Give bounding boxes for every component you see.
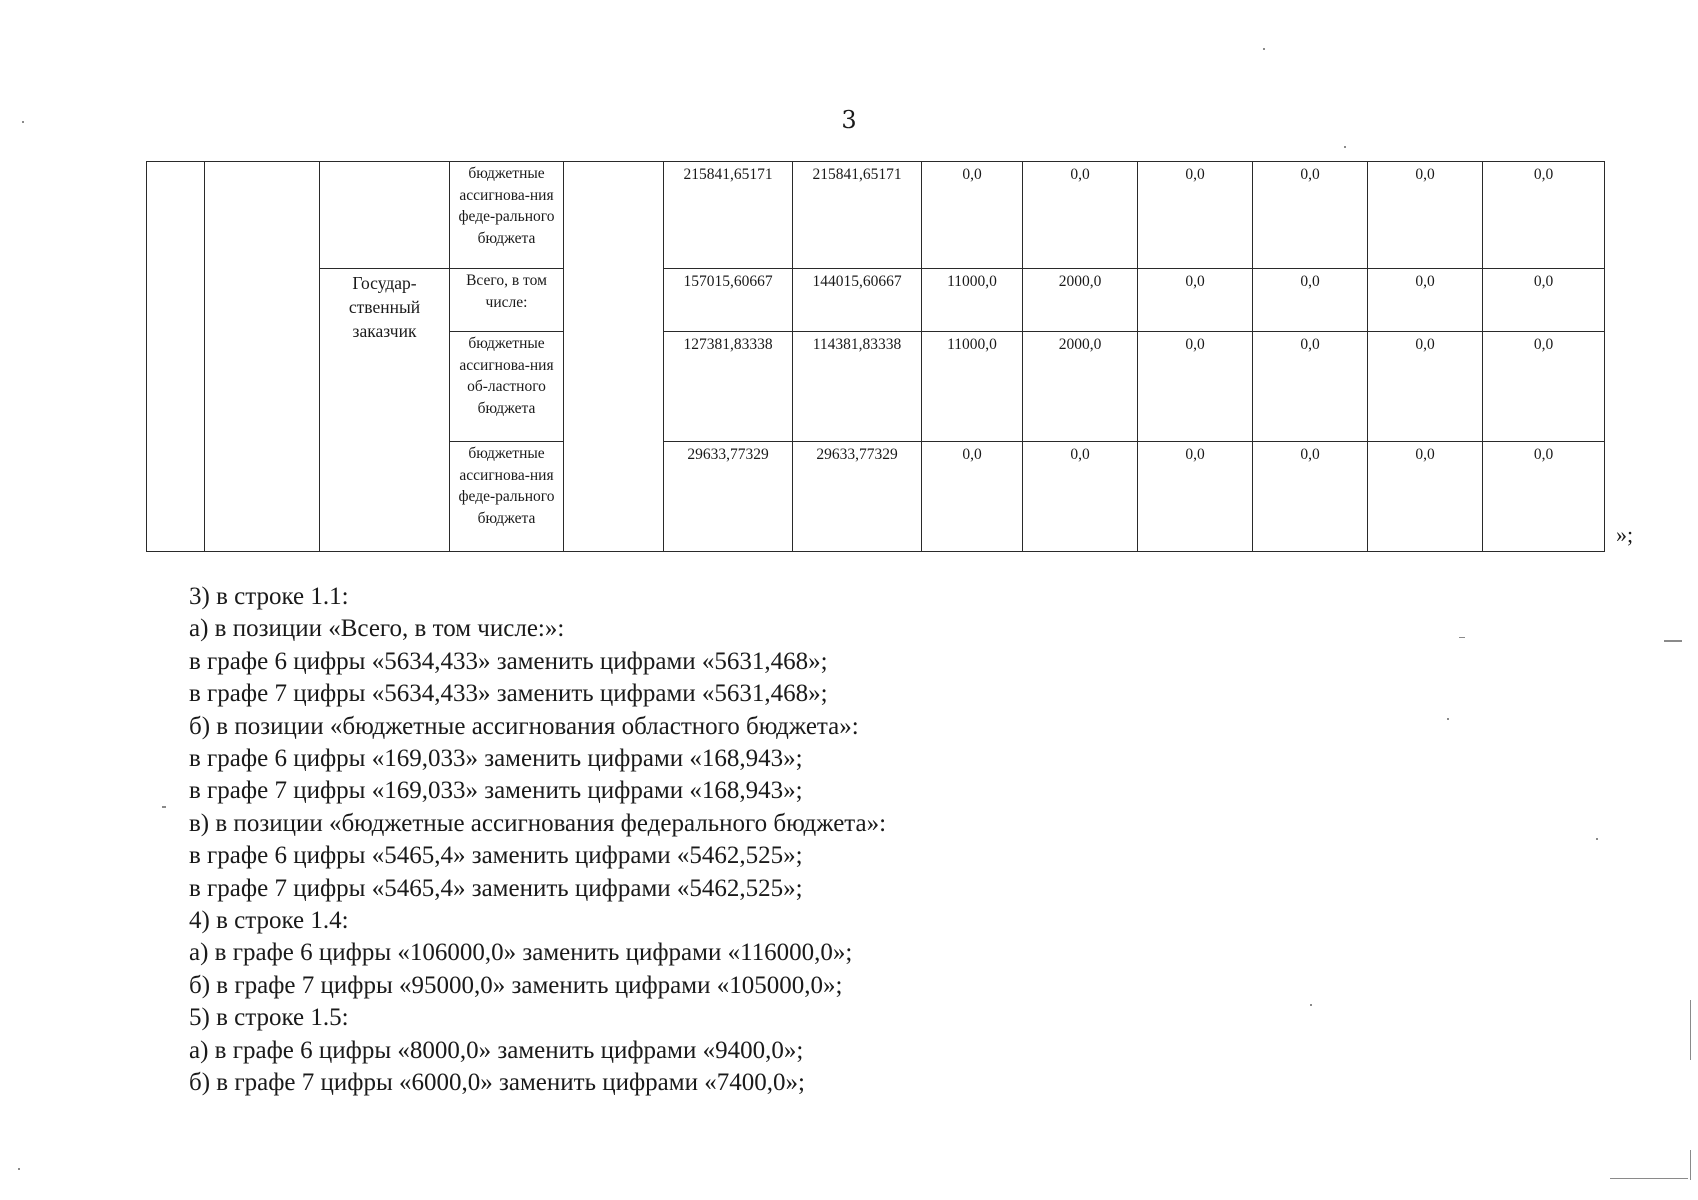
category-cell: Всего, в том числе: <box>450 269 564 332</box>
category-cell: бюджетные ассигнова-ния феде-рального бюджета <box>450 442 564 552</box>
value-cell: 11000,0 <box>922 269 1023 332</box>
scan-speck <box>162 806 166 808</box>
customer-cell: Государ-ственный заказчик <box>320 269 450 552</box>
closing-quote: »; <box>1616 522 1634 547</box>
value-cell: 0,0 <box>1368 332 1483 442</box>
value-cell: 2000,0 <box>1023 332 1138 442</box>
value-cell: 0,0 <box>1368 442 1483 552</box>
scan-speck <box>1664 640 1682 642</box>
value-cell: 0,0 <box>1483 162 1605 269</box>
amendment-line: а) в графе 6 цифры «106000,0» заменить цифрами «116000,0»; <box>189 939 853 967</box>
category-cell: бюджетные ассигнова-ния об-ластного бюджета <box>450 332 564 442</box>
page-number: 3 <box>841 106 857 134</box>
value-cell: 11000,0 <box>922 332 1023 442</box>
value-cell: 0,0 <box>922 442 1023 552</box>
amendment-line: в) в позиции «бюджетные ассигнования федерального бюджета»: <box>189 809 887 837</box>
table-cell <box>205 162 320 552</box>
amendment-line: б) в графе 7 цифры «6000,0» заменить цифрами «7400,0»; <box>189 1069 805 1097</box>
scan-speck <box>1610 1178 1688 1179</box>
scan-speck <box>1690 1150 1691 1180</box>
scan-speck <box>1690 1000 1691 1060</box>
value-cell: 0,0 <box>1138 332 1253 442</box>
amendment-line: в графе 6 цифры «5634,433» заменить цифрами «5631,468»; <box>189 647 828 675</box>
amendment-line: а) в позиции «Всего, в том числе:»: <box>189 615 565 643</box>
value-cell: 0,0 <box>1138 442 1253 552</box>
table-cell <box>320 162 450 269</box>
amendment-line: в графе 7 цифры «169,033» заменить цифрами «168,943»; <box>189 777 803 805</box>
table-cell <box>147 162 205 552</box>
value-cell: 0,0 <box>1253 269 1368 332</box>
value-cell: 114381,83338 <box>793 332 922 442</box>
value-cell: 127381,83338 <box>664 332 793 442</box>
value-cell: 0,0 <box>1368 269 1483 332</box>
value-cell: 0,0 <box>1253 162 1368 269</box>
value-cell: 0,0 <box>1483 442 1605 552</box>
scan-speck <box>18 1168 20 1170</box>
amendment-line: в графе 7 цифры «5634,433» заменить цифрами «5631,468»; <box>189 680 828 708</box>
table-cell <box>564 162 664 552</box>
scan-speck <box>1596 838 1598 840</box>
scan-speck <box>1344 146 1346 148</box>
amendment-line: в графе 7 цифры «5465,4» заменить цифрами «5462,525»; <box>189 874 803 902</box>
amendment-line: 3) в строке 1.1: <box>189 583 349 610</box>
value-cell: 2000,0 <box>1023 269 1138 332</box>
scan-speck <box>1459 637 1465 638</box>
value-cell: 29633,77329 <box>664 442 793 552</box>
value-cell: 215841,65171 <box>793 162 922 269</box>
scan-speck <box>22 121 24 123</box>
amendment-line: б) в графе 7 цифры «95000,0» заменить цифрами «105000,0»; <box>189 971 843 999</box>
value-cell: 0,0 <box>1483 269 1605 332</box>
value-cell: 0,0 <box>1368 162 1483 269</box>
table-row <box>147 269 1605 332</box>
value-cell: 157015,60667 <box>664 269 793 332</box>
scan-speck <box>1310 1004 1312 1006</box>
amendment-line: 5) в строке 1.5: <box>189 1004 349 1032</box>
amendment-line: в графе 6 цифры «5465,4» заменить цифрами «5462,525»; <box>189 842 803 870</box>
value-cell: 0,0 <box>1253 332 1368 442</box>
value-cell: 0,0 <box>1023 442 1138 552</box>
value-cell: 144015,60667 <box>793 269 922 332</box>
value-cell: 215841,65171 <box>664 162 793 269</box>
amendment-line: б) в позиции «бюджетные ассигнования областного бюджета»: <box>189 712 859 740</box>
scan-speck <box>1447 718 1449 720</box>
table-row <box>147 162 1605 269</box>
value-cell: 0,0 <box>1138 162 1253 269</box>
value-cell: 0,0 <box>922 162 1023 269</box>
scan-speck <box>1263 48 1265 50</box>
category-cell: бюджетные ассигнова-ния феде-рального бюджета <box>450 162 564 269</box>
amendment-line: 4) в строке 1.4: <box>189 907 349 935</box>
amendment-line: а) в графе 6 цифры «8000,0» заменить цифрами «9400,0»; <box>189 1036 804 1064</box>
value-cell: 0,0 <box>1138 269 1253 332</box>
budget-table <box>146 161 1605 552</box>
value-cell: 0,0 <box>1483 332 1605 442</box>
value-cell: 0,0 <box>1023 162 1138 269</box>
value-cell: 0,0 <box>1253 442 1368 552</box>
amendments-text <box>189 581 1569 1100</box>
amendment-line: в графе 6 цифры «169,033» заменить цифрами «168,943»; <box>189 745 803 773</box>
value-cell: 29633,77329 <box>793 442 922 552</box>
